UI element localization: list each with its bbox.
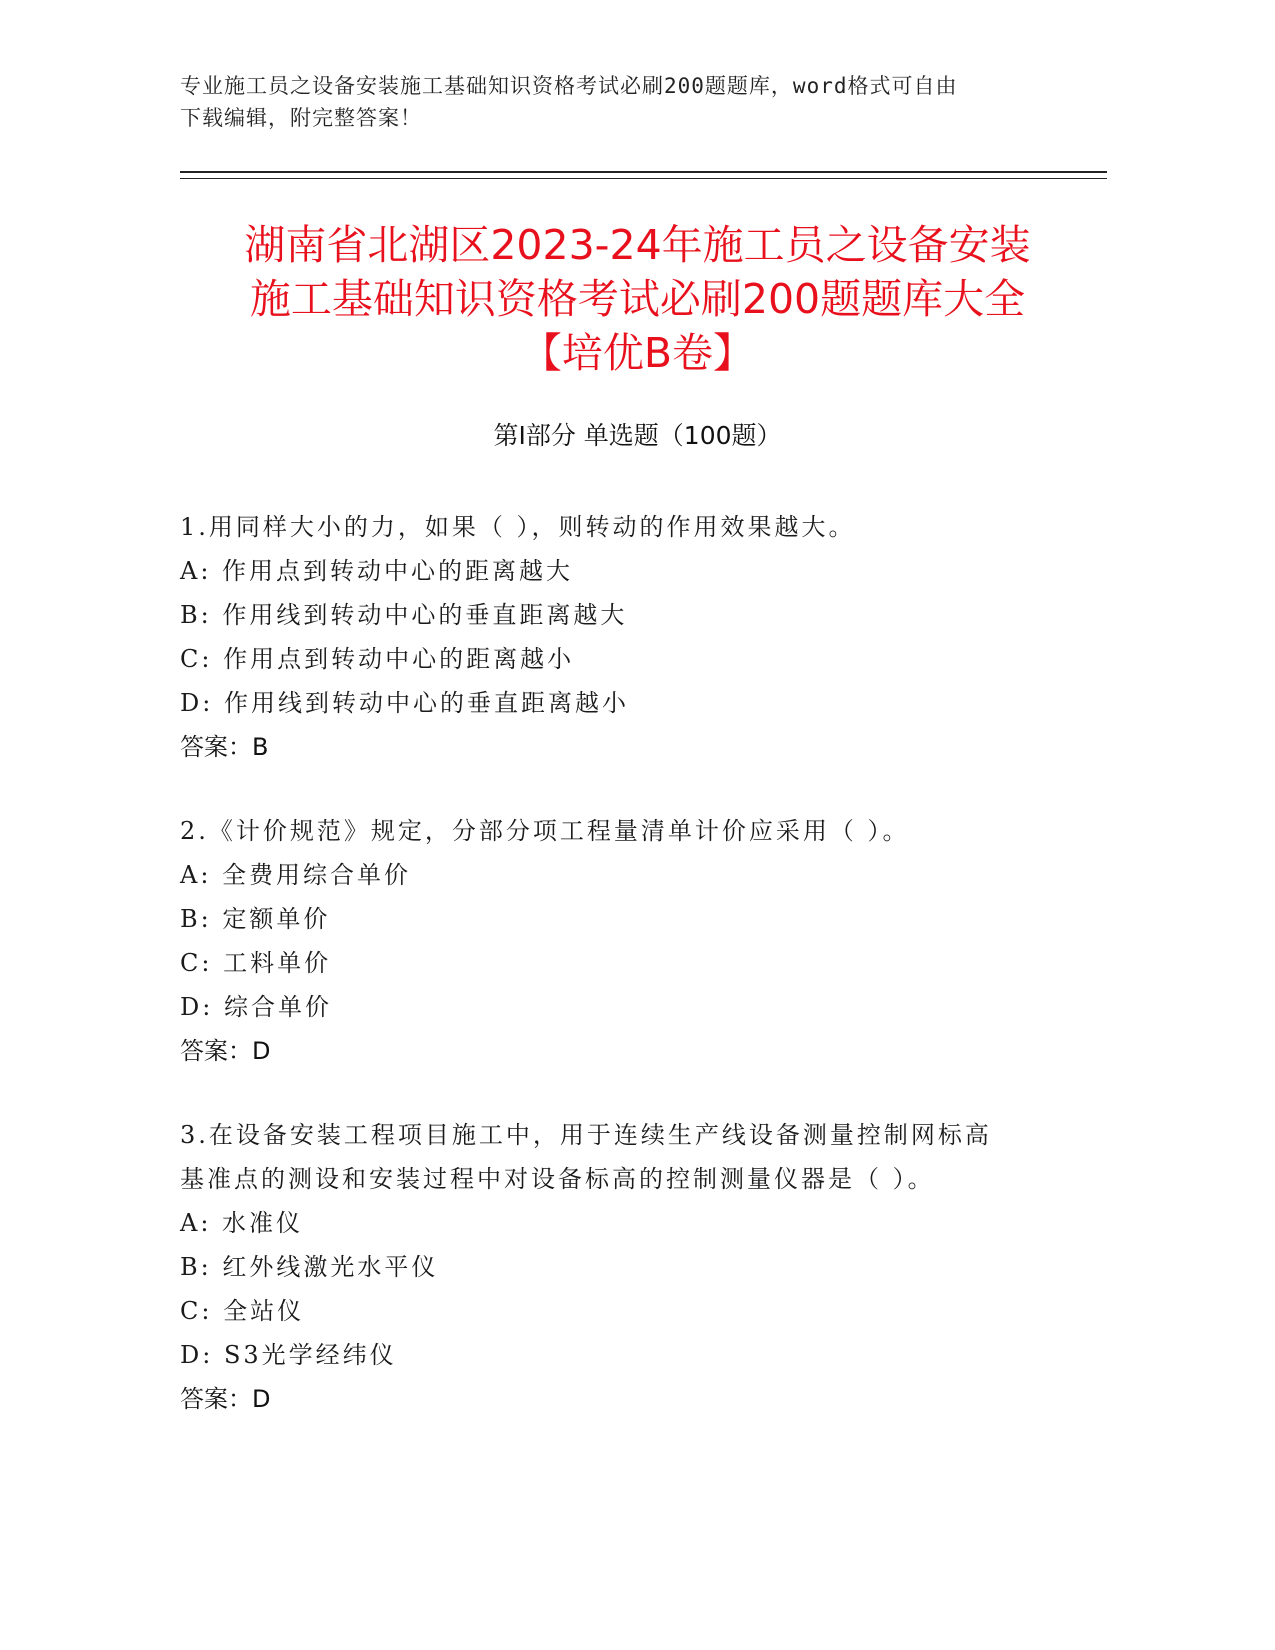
- option-a: A: 作用点到转动中心的距离越大: [180, 557, 574, 585]
- title-line-3: 【培优B卷】: [520, 329, 755, 377]
- question-1: [180, 505, 1040, 769]
- option-c: C: 全站仪: [180, 1297, 305, 1325]
- section-heading: 第Ⅰ部分 单选题（100题）: [493, 421, 782, 450]
- option-d: D: S3光学经纬仪: [180, 1341, 397, 1369]
- option-b: B: 红外线激光水平仪: [180, 1253, 439, 1281]
- option-a: A: 全费用综合单价: [180, 861, 412, 889]
- answer: 答案：D: [180, 1037, 271, 1065]
- question-stem: 2.《计价规范》规定，分部分项工程量清单计价应采用（ ）。: [180, 817, 910, 845]
- title-line-2: 施工基础知识资格考试必刷200题题库大全: [249, 275, 1026, 323]
- answer: 答案：B: [180, 733, 269, 761]
- option-d: D: 作用线到转动中心的垂直距离越小: [180, 689, 629, 717]
- question-stem-line-2: 基准点的测设和安装过程中对设备标高的控制测量仪器是（ ）。: [180, 1165, 935, 1193]
- option-a: A: 水准仪: [180, 1209, 304, 1237]
- header-divider-thin: [180, 178, 1107, 179]
- document-title: [150, 218, 1125, 380]
- header-note-line-1: 专业施工员之设备安装施工基础知识资格考试必刷200题题库，word格式可自由: [180, 74, 958, 98]
- option-b: B: 定额单价: [180, 905, 331, 933]
- answer: 答案：D: [180, 1385, 271, 1413]
- question-2: [180, 809, 1040, 1073]
- question-3: [180, 1113, 1040, 1421]
- option-b: B: 作用线到转动中心的垂直距离越大: [180, 601, 628, 629]
- question-stem-line-1: 3.在设备安装工程项目施工中，用于连续生产线设备测量控制网标高: [180, 1121, 992, 1149]
- header-note-line-2: 下载编辑，附完整答案！: [180, 106, 422, 130]
- option-d: D: 综合单价: [180, 993, 332, 1021]
- question-stem: 1.用同样大小的力，如果（ ），则转动的作用效果越大。: [180, 513, 856, 541]
- option-c: C: 工料单价: [180, 949, 332, 977]
- option-c: C: 作用点到转动中心的距离越小: [180, 645, 575, 673]
- title-line-1: 湖南省北湖区2023-24年施工员之设备安装: [244, 221, 1031, 269]
- question-list: [180, 505, 1040, 1461]
- header-note: [180, 70, 1060, 134]
- header-divider-thick: [180, 171, 1107, 173]
